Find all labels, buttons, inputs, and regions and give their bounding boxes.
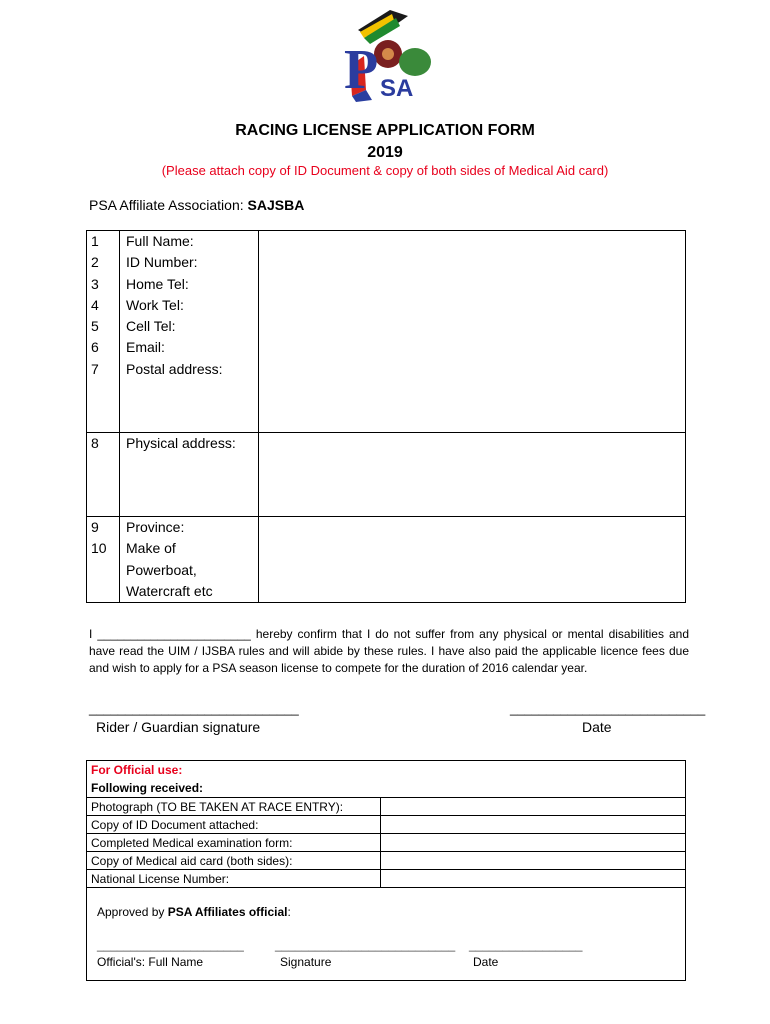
form-year: 2019 <box>367 144 403 161</box>
label-email: Email: <box>126 339 165 356</box>
label-id-number: ID Number: <box>126 254 198 271</box>
checklist-medical-form: Completed Medical examination form: <box>87 834 381 852</box>
physical-address-input[interactable] <box>259 433 686 517</box>
rider-signature-line[interactable]: _____________________________ <box>89 701 299 716</box>
official-subheading: Following received: <box>91 781 204 795</box>
label-province: Province: <box>126 519 185 536</box>
affiliate-label: PSA Affiliate Association: <box>89 197 244 213</box>
svg-text:SA: SA <box>380 75 414 102</box>
label-cell-tel: Cell Tel: <box>126 318 176 335</box>
checklist-medical-aid: Copy of Medical aid card (both sides): <box>87 852 381 870</box>
official-signature-label: Signature <box>280 955 332 969</box>
checklist-id-field[interactable] <box>381 816 686 834</box>
approved-by: Approved by PSA Affiliates official: <box>97 905 291 919</box>
applicant-details-table: 1 2 3 4 5 6 7 Full Name: ID Number: Home Tel: Work Tel: Cell Tel: Email: Postal address: 8 Physical address: 9 10 Province: Make of Powerboat, Watercraft etc <box>86 230 686 603</box>
affiliate-value: SAJSBA <box>247 197 305 213</box>
label-full-name: Full Name: <box>126 233 194 249</box>
official-heading: For Official use: <box>91 763 183 777</box>
declaration-text: I _______________________ hereby confirm that I do not suffer from any physical or mental disabilities and have read the UIM / IJSBA rules and will abide by these rules. I have also paid the applicable licence fees due and wish to apply for a PSA season license to compete for the duration of 2016 calendar year. <box>89 627 689 675</box>
field-labels <box>120 231 259 433</box>
label-home-tel: Home Tel: <box>126 275 189 292</box>
checklist-medical-form-field[interactable] <box>381 834 686 852</box>
rider-signature-label: Rider / Guardian signature <box>96 719 261 735</box>
official-name-line[interactable]: ______________________ <box>97 938 244 952</box>
province-powerboat-input[interactable] <box>259 517 686 603</box>
official-date-line[interactable]: _________________ <box>469 938 583 952</box>
affiliate-association <box>89 196 304 214</box>
form-title: RACING LICENSE APPLICATION FORM <box>235 122 535 139</box>
official-use-box <box>86 760 686 981</box>
checklist-license-number: National License Number: <box>87 870 381 888</box>
checklist-photo: Photograph (TO BE TAKEN AT RACE ENTRY): <box>87 798 381 816</box>
label-powerboat: Make of Powerboat, Watercraft etc <box>126 540 213 599</box>
label-work-tel: Work Tel: <box>126 296 184 313</box>
personal-details-input[interactable] <box>259 231 686 433</box>
official-checklist <box>87 797 685 888</box>
checklist-license-number-field[interactable] <box>381 870 686 888</box>
checklist-id: Copy of ID Document attached: <box>87 816 381 834</box>
official-signature-line[interactable]: ___________________________ <box>275 938 456 952</box>
date-label: Date <box>582 719 612 735</box>
checklist-medical-aid-field[interactable] <box>381 852 686 870</box>
attachment-note: (Please attach copy of ID Document & copy of both sides of Medical Aid card) <box>161 163 609 178</box>
label-postal-address: Postal address: <box>126 360 223 377</box>
label-physical-address: Physical address: <box>126 435 236 452</box>
svg-text:P: P <box>344 39 379 101</box>
field-number: 1 2 3 4 5 6 7 <box>87 231 120 433</box>
official-name-label: Official's: Full Name <box>97 955 204 969</box>
psa-logo <box>330 6 440 102</box>
checklist-photo-field[interactable] <box>381 798 686 816</box>
official-date-label: Date <box>473 955 499 969</box>
date-line[interactable]: ___________________________ <box>510 701 706 716</box>
